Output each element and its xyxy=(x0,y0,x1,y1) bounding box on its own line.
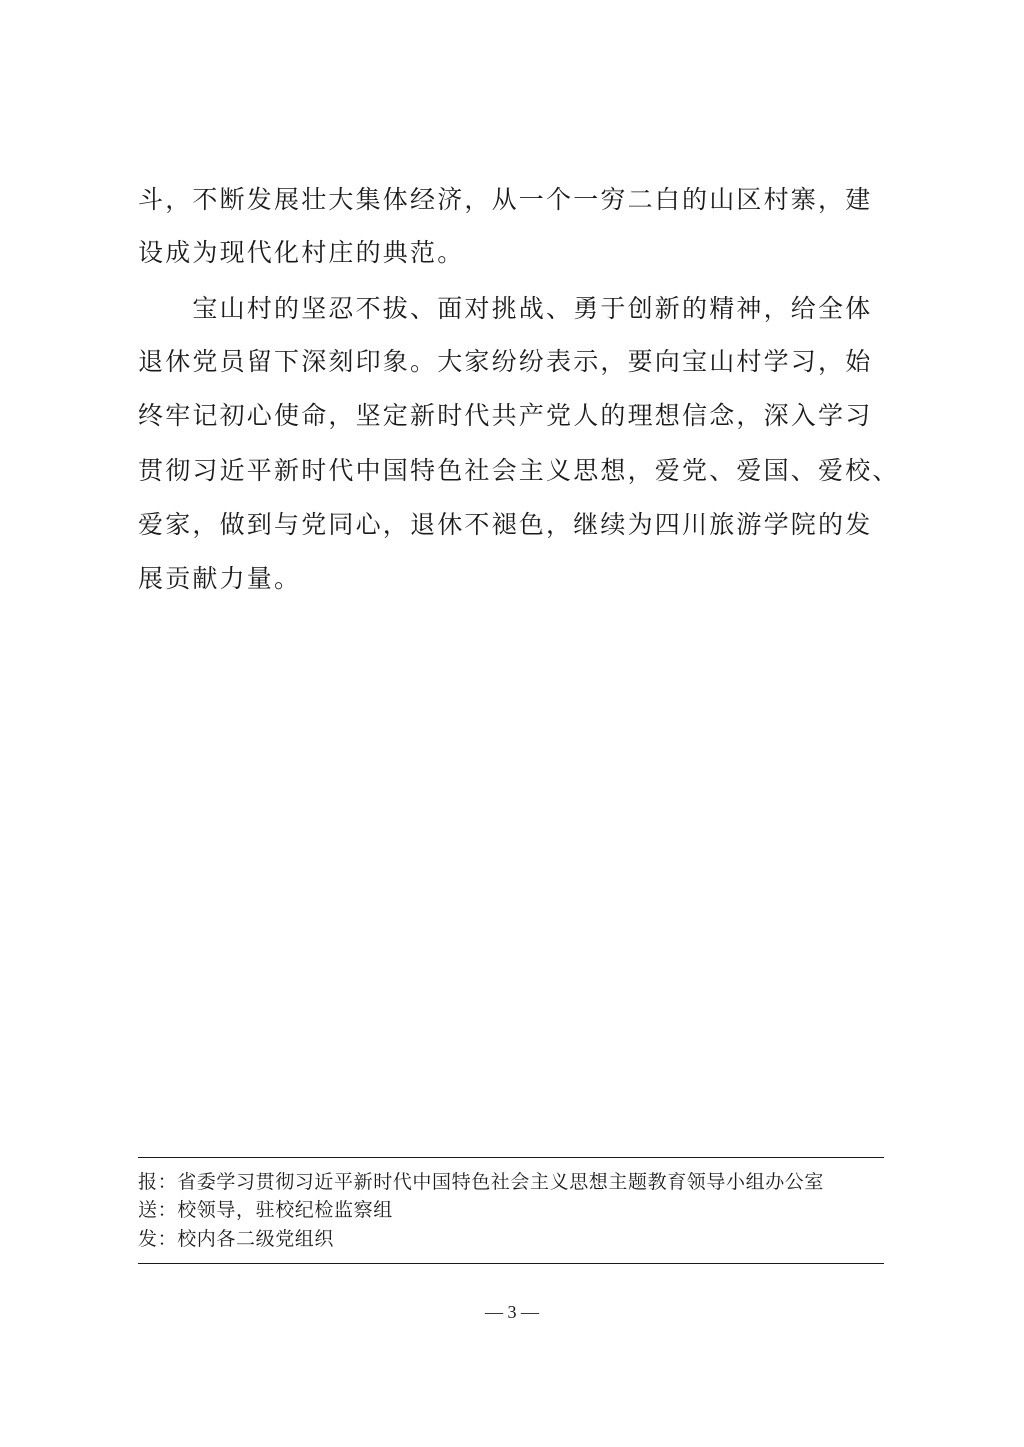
body-line-4: 退休党员留下深刻印象。大家纷纷表示，要向宝山村学习，始 xyxy=(138,347,873,376)
body-line-5: 终牢记初心使命，坚定新时代共产党人的理想信念，深入学习 xyxy=(138,401,873,430)
body-line-2: 设成为现代化村庄的典范。 xyxy=(138,238,465,267)
body-line-8: 展贡献力量。 xyxy=(138,564,302,593)
body-line-1: 斗，不断发展壮大集体经济，从一个一穷二白的山区村寨，建 xyxy=(138,185,873,214)
body-line-6: 贯彻习近平新时代中国特色社会主义思想，爱党、爱国、爱校、 xyxy=(138,456,900,485)
body-line-3: 宝山村的坚忍不拔、面对挑战、勇于创新的精神，给全体 xyxy=(138,294,873,323)
body-line-7: 爱家，做到与党同心，退休不褪色，继续为四川旅游学院的发 xyxy=(138,510,873,539)
distribution-report: 报：省委学习贯彻习近平新时代中国特色社会主义思想主题教育领导小组办公室 xyxy=(138,1171,825,1193)
distribution-send: 送：校领导，驻校纪检监察组 xyxy=(138,1199,393,1221)
distribution-issue: 发：校内各二级党组织 xyxy=(138,1228,335,1250)
distribution-bottom-rule xyxy=(138,1263,884,1264)
distribution-top-rule xyxy=(138,1157,884,1158)
page-number: — 3 — xyxy=(485,1302,539,1322)
